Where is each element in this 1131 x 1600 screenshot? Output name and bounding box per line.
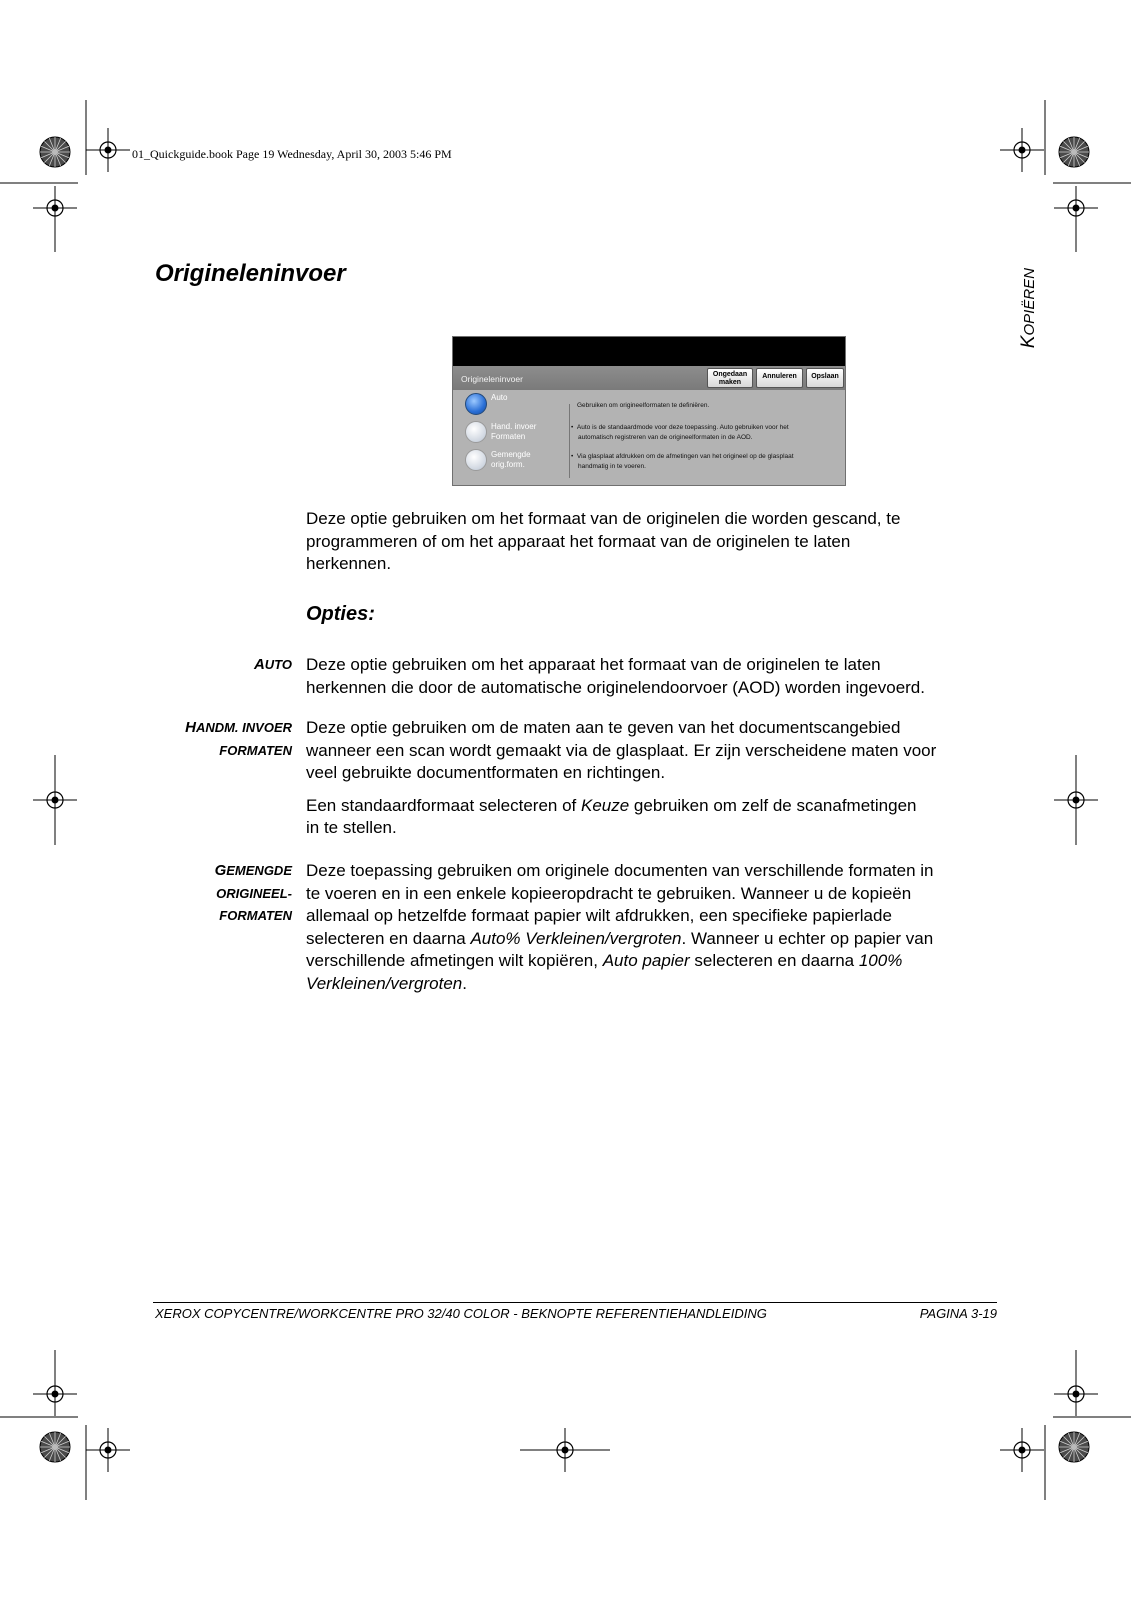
text-line: te voeren en in een enkele kopieeropdracht te gebruiken. Wanneer u de kopieën bbox=[306, 883, 912, 903]
manual-size-label-line-2: Formaten bbox=[491, 432, 526, 441]
intro-line: programmeren of om het apparaat het formaat van de originelen te laten bbox=[306, 531, 851, 551]
mixed-size-label-line-2: orig.form. bbox=[491, 460, 525, 469]
footer-rule bbox=[153, 1302, 997, 1303]
text-run-italic: Auto papier bbox=[602, 951, 690, 970]
undo-button-line-2: maken bbox=[718, 379, 742, 386]
label-cap: G bbox=[214, 862, 227, 879]
text-run: Een standaardformaat selecteren of bbox=[306, 795, 581, 815]
text-run: gebruiken om zelf de scanafmetingen bbox=[629, 795, 917, 815]
auto-radio[interactable] bbox=[465, 393, 487, 415]
help-bullet-2-text-1: Via glasplaat afdrukken om de afmetingen van het origineel op de glasplaat bbox=[576, 453, 794, 460]
intro-line: Deze optie gebruiken om het formaat van de originelen die worden gescand, te bbox=[306, 509, 901, 528]
text-run: verschillende afmetingen wilt kopiëren, bbox=[306, 951, 603, 970]
manual-size-radio[interactable] bbox=[465, 421, 487, 443]
text-line bbox=[306, 795, 1006, 818]
help-bullet-1 bbox=[571, 423, 789, 443]
option-label-mixed-line-1 bbox=[215, 860, 292, 883]
option-text-mixed bbox=[306, 860, 1006, 995]
option-label-mixed-line-2: ORIGINEEL- bbox=[216, 885, 292, 901]
option-label-manual bbox=[185, 717, 292, 762]
label-cap: A bbox=[253, 656, 265, 673]
text-line bbox=[306, 973, 1006, 996]
option-label-mixed-line-3: FORMATEN bbox=[219, 908, 292, 923]
text-line: allemaal op hetzelfde formaat papier wilt afdrukken, een specifieke papierlade bbox=[306, 906, 892, 925]
manual-size-label-line-1: Hand. invoer bbox=[491, 422, 537, 431]
help-bullet-2 bbox=[571, 452, 794, 472]
footer-page-number: PAGINA 3-19 bbox=[919, 1306, 997, 1321]
text-line: Deze optie gebruiken om de maten aan te geven van het documentscangebied bbox=[306, 718, 901, 737]
option-text-manual bbox=[306, 717, 1006, 840]
text-run-italic: 100% bbox=[858, 951, 903, 970]
screen-divider bbox=[569, 404, 570, 478]
text-line: in te stellen. bbox=[306, 818, 397, 837]
footer-manual-title: XEROX COPYCENTRE/WORKCENTRE PRO 32/40 COLOR - BEKNOPTE REFERENTIEHANDLEIDING bbox=[155, 1306, 767, 1321]
text-line: Deze toepassing gebruiken om originele documenten van verschillende formaten in bbox=[306, 861, 934, 880]
help-bullet-2-text-2: handmatig in te voeren. bbox=[578, 463, 646, 470]
help-bullet-2-line-1: • Via glasplaat afdrukken om de afmetingen van het origineel op de glasplaat bbox=[571, 453, 794, 460]
text-run: . bbox=[462, 973, 467, 993]
section-tab-initial: K bbox=[1018, 335, 1039, 349]
text-line bbox=[306, 950, 1006, 973]
save-button[interactable]: Opslaan bbox=[806, 368, 844, 388]
auto-radio-label: Auto bbox=[491, 393, 508, 402]
option-label-manual-line-2: FORMATEN bbox=[219, 742, 292, 758]
mixed-size-radio[interactable] bbox=[465, 449, 487, 471]
text-run: . Wanneer u echter op papier van bbox=[681, 928, 934, 948]
option-label-auto-line bbox=[254, 654, 292, 677]
text-line bbox=[306, 928, 1006, 951]
help-bullet-1-line-1: • Auto is de standaardmode voor deze toepassing. Auto gebruiken voor het bbox=[571, 424, 789, 431]
text-line: herkennen die door de automatische originelendoorvoer (AOD) worden ingevoerd. bbox=[306, 677, 925, 697]
cancel-button[interactable]: Annuleren bbox=[756, 368, 803, 388]
screen-title: Origineleninvoer bbox=[461, 374, 523, 384]
help-bullet-1-text-2: automatisch registreren van de origineelformaten in de AOD. bbox=[578, 434, 753, 441]
text-run: selecteren en daarna bbox=[306, 928, 471, 948]
help-bullet-1-text-1: Auto is de standaardmode voor deze toepassing. Auto gebruiken voor het bbox=[576, 424, 789, 431]
section-tab-rest: OPIËREN bbox=[1021, 268, 1038, 336]
text-line: Deze optie gebruiken om het apparaat het formaat van de originelen te laten bbox=[306, 655, 881, 674]
intro-paragraph bbox=[306, 508, 1006, 576]
undo-button-line-1: Ongedaan bbox=[712, 371, 748, 378]
label-rest: UTO bbox=[264, 657, 292, 672]
device-screen bbox=[452, 336, 846, 486]
options-heading: Opties: bbox=[306, 603, 375, 625]
mixed-size-label-line-1: Gemengde bbox=[491, 450, 531, 459]
help-heading: Gebruiken om origineelformaten te definiëren. bbox=[577, 402, 710, 409]
book-header: 01_Quickguide.book Page 19 Wednesday, April 30, 2003 5:46 PM bbox=[132, 147, 452, 161]
text-run: selecteren en daarna bbox=[689, 951, 859, 970]
page-title: Origineleninvoer bbox=[155, 260, 346, 287]
manual-size-radio-label bbox=[491, 422, 536, 442]
option-label-auto bbox=[254, 654, 292, 677]
text-run-italic: Keuze bbox=[581, 795, 630, 815]
label-cap: H bbox=[185, 719, 196, 736]
screen-top-bar bbox=[453, 337, 845, 366]
label-rest: EMENGDE bbox=[226, 863, 292, 878]
text-run-italic: Verkleinen/vergroten bbox=[306, 973, 463, 993]
mixed-size-radio-label bbox=[491, 450, 531, 470]
option-label-manual-line-1 bbox=[185, 717, 292, 740]
section-tab bbox=[1018, 268, 1040, 348]
text-line: veel gebruikte documentformaten en richtingen. bbox=[306, 763, 666, 782]
intro-line: herkennen. bbox=[306, 554, 392, 573]
text-line: wanneer een scan wordt gemaakt via de glasplaat. Er zijn verscheidene maten voor bbox=[306, 740, 937, 760]
option-text-auto bbox=[306, 654, 1006, 699]
text-run-italic: Auto% Verkleinen/vergroten bbox=[470, 928, 682, 948]
undo-button[interactable] bbox=[707, 368, 753, 388]
label-rest: ANDM. INVOER bbox=[195, 720, 292, 735]
option-label-mixed bbox=[215, 860, 292, 928]
